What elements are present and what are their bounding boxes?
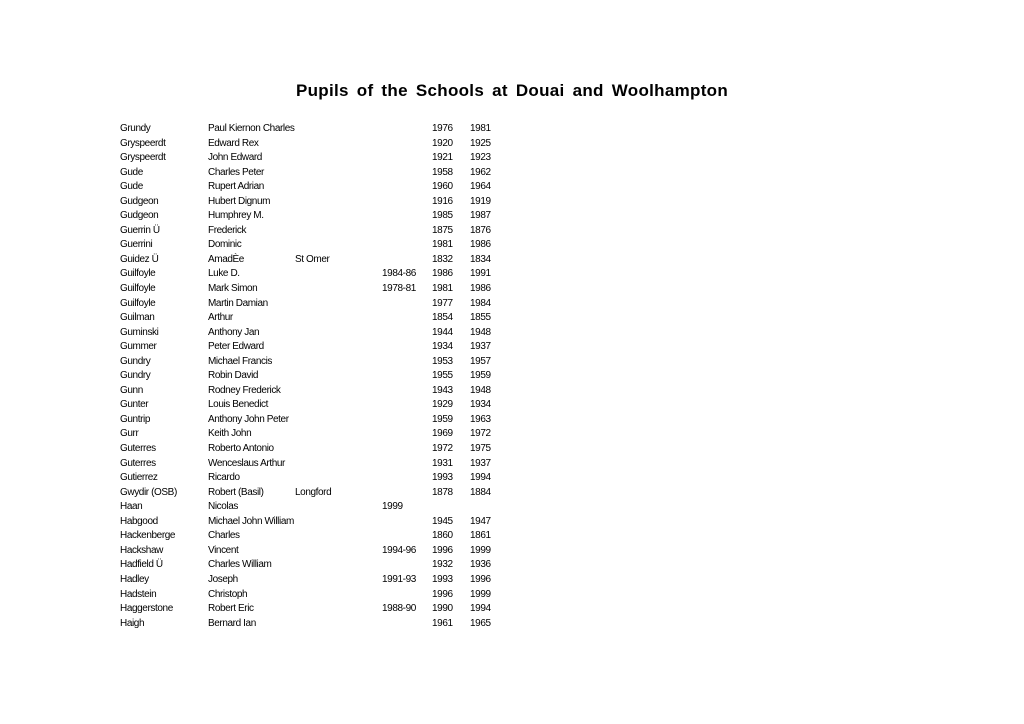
leaving-year-cell: 1937 <box>470 457 491 469</box>
forenames-cell: John Edward <box>208 152 262 164</box>
entry-year-cell: 1993 <box>432 472 453 484</box>
leaving-year-cell: 1957 <box>470 355 491 367</box>
surname-cell: Guilfoyle <box>120 268 156 280</box>
forenames-cell: Rodney Frederick <box>208 384 281 396</box>
surname-cell: Gudgeon <box>120 210 159 222</box>
surname-cell: Gundry <box>120 355 151 367</box>
surname-cell: Guilfoyle <box>120 297 156 309</box>
leaving-year-cell: 1999 <box>470 588 491 600</box>
table-row <box>120 253 520 268</box>
entry-year-cell: 1934 <box>432 341 453 353</box>
entry-year-cell: 1976 <box>432 123 453 134</box>
forenames-cell: Charles William <box>208 559 272 571</box>
entry-year-cell: 1986 <box>432 268 453 280</box>
table-row <box>120 355 520 370</box>
leaving-year-cell: 1999 <box>470 544 491 556</box>
surname-cell: Guilfoyle <box>120 283 156 295</box>
forenames-cell: Michael Francis <box>208 355 273 367</box>
leaving-year-cell: 1948 <box>470 326 491 338</box>
forenames-cell: Rupert Adrian <box>208 181 264 193</box>
entry-year-cell: 1972 <box>432 443 453 455</box>
table-row <box>120 515 520 530</box>
surname-cell: Guminski <box>120 326 159 338</box>
table-row <box>120 238 520 253</box>
table-row <box>120 340 520 355</box>
surname-cell: Guerrini <box>120 239 153 251</box>
forenames-cell: Peter Edward <box>208 341 264 353</box>
table-row <box>120 558 520 573</box>
table-row <box>120 297 520 312</box>
forenames-cell: Charles <box>208 530 240 542</box>
entry-year-cell: 1996 <box>432 544 453 556</box>
forenames-cell: Vincent <box>208 544 239 556</box>
leaving-year-cell: 1987 <box>470 210 491 222</box>
entry-year-cell: 1943 <box>432 384 453 396</box>
leaving-year-cell: 1981 <box>470 123 491 134</box>
table-row <box>120 122 520 137</box>
surname-cell: Gryspeerdt <box>120 152 166 164</box>
surname-cell: Gundry <box>120 370 151 382</box>
surname-cell: Guerrin Ü <box>120 224 160 236</box>
surname-cell: Gude <box>120 181 143 193</box>
table-row <box>120 224 520 239</box>
forenames-cell: Joseph <box>208 573 238 585</box>
forenames-cell: Robin David <box>208 370 259 382</box>
surname-cell: Guilman <box>120 312 155 324</box>
table-row <box>120 427 520 442</box>
entry-year-cell: 1996 <box>432 588 453 600</box>
table-row <box>120 500 520 515</box>
table-row <box>120 442 520 457</box>
table-row <box>120 282 520 297</box>
forenames-cell: Luke D. <box>208 268 240 280</box>
forenames-cell: Frederick <box>208 224 247 236</box>
leaving-year-cell: 1948 <box>470 384 491 396</box>
entry-year-cell: 1944 <box>432 326 453 338</box>
entry-year-cell: 1993 <box>432 573 453 585</box>
table-row <box>120 195 520 210</box>
entry-year-cell: 1961 <box>432 617 453 629</box>
prep-years-cell: 1991-93 <box>382 573 416 585</box>
surname-cell: Haggerstone <box>120 603 173 615</box>
table-row <box>120 588 520 603</box>
surname-cell: Guterres <box>120 443 156 455</box>
forenames-cell: Nicolas <box>208 501 238 513</box>
entry-year-cell: 1878 <box>432 486 453 498</box>
surname-cell: Gurr <box>120 428 139 440</box>
leaving-year-cell: 1994 <box>470 472 491 484</box>
table-row <box>120 573 520 588</box>
surname-cell: Gummer <box>120 341 157 353</box>
table-row <box>120 209 520 224</box>
forenames-cell: Michael John William <box>208 515 294 527</box>
leaving-year-cell: 1936 <box>470 559 491 571</box>
entry-year-cell: 1921 <box>432 152 453 164</box>
leaving-year-cell: 1962 <box>470 166 491 178</box>
forenames-cell: Anthony Jan <box>208 326 260 338</box>
leaving-year-cell: 1986 <box>470 283 491 295</box>
table-row <box>120 180 520 195</box>
forenames-cell: Charles Peter <box>208 166 264 178</box>
surname-cell: Grundy <box>120 123 151 134</box>
leaving-year-cell: 1876 <box>470 224 491 236</box>
table-row <box>120 384 520 399</box>
pupil-table <box>120 122 520 631</box>
forenames-cell: Bernard Ian <box>208 617 256 629</box>
leaving-year-cell: 1861 <box>470 530 491 542</box>
leaving-year-cell: 1934 <box>470 399 491 411</box>
forenames-cell: Roberto Antonio <box>208 443 274 455</box>
entry-year-cell: 1832 <box>432 253 453 265</box>
surname-cell: Gude <box>120 166 143 178</box>
entry-year-cell: 1969 <box>432 428 453 440</box>
entry-year-cell: 1958 <box>432 166 453 178</box>
leaving-year-cell: 1972 <box>470 428 491 440</box>
forenames-cell: Christoph <box>208 588 248 600</box>
forenames-cell: Paul Kiernon Charles <box>208 123 295 134</box>
entry-year-cell: 1985 <box>432 210 453 222</box>
prep-years-cell: 1988-90 <box>382 603 416 615</box>
prep-years-cell: 1984-86 <box>382 268 416 280</box>
forenames-cell: Humphrey M. <box>208 210 264 222</box>
forenames-cell: Arthur <box>208 312 233 324</box>
surname-cell: Haigh <box>120 617 145 629</box>
surname-cell: Gunter <box>120 399 149 411</box>
leaving-year-cell: 1923 <box>470 152 491 164</box>
leaving-year-cell: 1975 <box>470 443 491 455</box>
leaving-year-cell: 1996 <box>470 573 491 585</box>
forenames-cell: Dominic <box>208 239 242 251</box>
table-row <box>120 369 520 384</box>
table-row <box>120 602 520 617</box>
surname-cell: Gunn <box>120 384 143 396</box>
table-row <box>120 617 520 632</box>
forenames-cell: Martin Damian <box>208 297 268 309</box>
table-row <box>120 151 520 166</box>
forenames-cell: Hubert Dignum <box>208 195 271 207</box>
entry-year-cell: 1932 <box>432 559 453 571</box>
leaving-year-cell: 1959 <box>470 370 491 382</box>
forenames-cell: Ricardo <box>208 472 240 484</box>
prep-years-cell: 1978-81 <box>382 283 416 295</box>
table-row <box>120 137 520 152</box>
entry-year-cell: 1875 <box>432 224 453 236</box>
surname-cell: Gudgeon <box>120 195 159 207</box>
entry-year-cell: 1959 <box>432 413 453 425</box>
leaving-year-cell: 1986 <box>470 239 491 251</box>
entry-year-cell: 1955 <box>432 370 453 382</box>
entry-year-cell: 1931 <box>432 457 453 469</box>
entry-year-cell: 1860 <box>432 530 453 542</box>
leaving-year-cell: 1925 <box>470 137 491 149</box>
entry-year-cell: 1990 <box>432 603 453 615</box>
leaving-year-cell: 1834 <box>470 253 491 265</box>
entry-year-cell: 1953 <box>432 355 453 367</box>
entry-year-cell: 1929 <box>432 399 453 411</box>
entry-year-cell: 1854 <box>432 312 453 324</box>
surname-cell: Habgood <box>120 515 158 527</box>
entry-year-cell: 1920 <box>432 137 453 149</box>
leaving-year-cell: 1937 <box>470 341 491 353</box>
leaving-year-cell: 1963 <box>470 413 491 425</box>
leaving-year-cell: 1947 <box>470 515 491 527</box>
entry-year-cell: 1977 <box>432 297 453 309</box>
leaving-year-cell: 1984 <box>470 297 491 309</box>
table-row <box>120 267 520 282</box>
surname-cell: Gutierrez <box>120 472 158 484</box>
table-row <box>120 398 520 413</box>
forenames-cell: Mark Simon <box>208 283 258 295</box>
entry-year-cell: 1960 <box>432 181 453 193</box>
forenames-cell: Anthony John Peter <box>208 413 289 425</box>
page-title: Pupils of the Schools at Douai and Woolhampton <box>295 81 729 100</box>
prep-years-cell: 1994-96 <box>382 544 416 556</box>
surname-cell: Hadstein <box>120 588 157 600</box>
forenames-cell: Louis Benedict <box>208 399 269 411</box>
table-row <box>120 326 520 341</box>
leaving-year-cell: 1991 <box>470 268 491 280</box>
entry-year-cell: 1981 <box>432 283 453 295</box>
entry-year-cell: 1945 <box>432 515 453 527</box>
leaving-year-cell: 1919 <box>470 195 491 207</box>
forenames-cell: Robert Eric <box>208 603 254 615</box>
forenames-cell: Edward Rex <box>208 137 259 149</box>
forenames-cell: AmadÈe <box>208 253 244 265</box>
leaving-year-cell: 1964 <box>470 181 491 193</box>
table-row <box>120 529 520 544</box>
table-row <box>120 457 520 472</box>
forenames-cell: Robert (Basil) <box>208 486 264 498</box>
surname-cell: Guidez Ü <box>120 253 159 265</box>
table-row <box>120 471 520 486</box>
table-row <box>120 311 520 326</box>
table-row <box>120 166 520 181</box>
surname-cell: Hackshaw <box>120 544 163 556</box>
leaving-year-cell: 1965 <box>470 617 491 629</box>
surname-cell: Gwydir (OSB) <box>120 486 177 498</box>
forenames-cell: Keith John <box>208 428 252 440</box>
prep-years-cell: 1999 <box>382 501 403 513</box>
entry-year-cell: 1916 <box>432 195 453 207</box>
leaving-year-cell: 1884 <box>470 486 491 498</box>
table-row <box>120 486 520 501</box>
leaving-year-cell: 1855 <box>470 312 491 324</box>
forenames-cell: Wenceslaus Arthur <box>208 457 285 469</box>
table-row <box>120 413 520 428</box>
origin-cell: St Omer <box>295 253 330 265</box>
surname-cell: Guterres <box>120 457 156 469</box>
entry-year-cell: 1981 <box>432 239 453 251</box>
surname-cell: Hackenberge <box>120 530 176 542</box>
surname-cell: Hadley <box>120 573 149 585</box>
surname-cell: Guntrip <box>120 413 150 425</box>
surname-cell: Gryspeerdt <box>120 137 166 149</box>
table-row <box>120 544 520 559</box>
surname-cell: Hadfield Ü <box>120 559 163 571</box>
leaving-year-cell: 1994 <box>470 603 491 615</box>
surname-cell: Haan <box>120 501 143 513</box>
origin-cell: Longford <box>295 486 332 498</box>
